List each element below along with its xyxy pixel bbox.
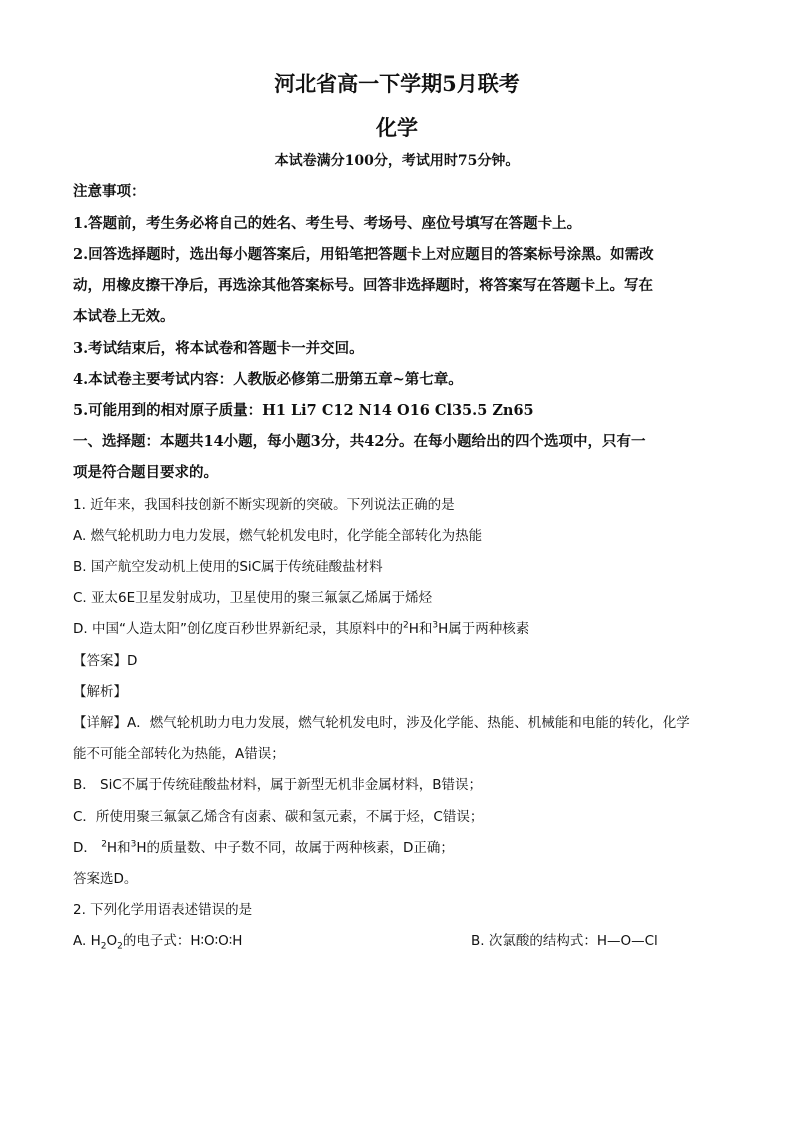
section-heading-line-2: 项是符合题目要求的。 [73, 464, 218, 481]
question-2-option-b: B. 次氯酸的结构式：H—O—Cl [471, 933, 658, 949]
question-1-detail-line-3: B． SiC不属于传统硅酸盐材料，属于新型无机非金属材料，B错误； [73, 777, 483, 793]
mass-number-2: 2 [101, 839, 107, 850]
exam-title: 河北省高一下学期5月联考 [274, 71, 520, 96]
question-2-stem: 2. 下列化学用语表述错误的是 [73, 902, 253, 918]
subscript-2: 2 [117, 941, 123, 952]
question-1-option-c: C. 亚太6E卫星发射成功，卫星使用的聚三氟氯乙烯属于烯烃 [73, 590, 433, 606]
subscript-2: 2 [100, 941, 107, 952]
question-1-detail-line-2: 能不可能全部转化为热能，A错误； [73, 746, 285, 762]
question-1-detail-line-1: 【详解】A．燃气轮机助力电力发展，燃气轮机发电时，涉及化学能、热能、机械能和电能的转化，化学 [73, 715, 690, 731]
question-1-analysis-label: 【解析】 [73, 684, 127, 700]
subject-title: 化学 [376, 115, 418, 140]
question-1-conclusion: 答案选D。 [73, 871, 138, 887]
question-1-stem: 1. 近年来，我国科技创新不断实现新的突破。下列说法正确的是 [73, 497, 455, 513]
note-3: 3.考试结束后，将本试卷和答题卡一并交回。 [73, 340, 364, 357]
option-a-text-2: O [106, 933, 118, 949]
exam-meta: 本试卷满分100分，考试用时75分钟。 [274, 153, 520, 169]
detail-5-text-2: H和 [106, 840, 131, 856]
detail-5-text-3: H的质量数、中子数不同，故属于两种核素，D正确； [136, 840, 454, 856]
mass-number-2: 2 [402, 620, 409, 631]
note-2-line-3: 本试卷上无效。 [73, 308, 175, 325]
question-1-detail-line-5 [73, 838, 723, 858]
note-2-line-1: 2.回答选择题时，选出每小题答案后，用铅笔把答题卡上对应题目的答案标号涂黑。如需改 [73, 246, 654, 263]
mass-number-3: 3 [130, 839, 137, 850]
question-2-option-a [73, 933, 243, 952]
option-d-text-2: H和 [408, 621, 433, 637]
question-1-option-d [73, 619, 723, 639]
notes-heading: 注意事项： [73, 183, 146, 200]
option-a-text-3: 的电子式：H∶O∶O∶H [122, 933, 243, 949]
option-a-text: A. H [73, 933, 101, 949]
option-d-text: D. 中国“人造太阳”创亿度百秒世界新纪录，其原料中的 [73, 621, 403, 637]
detail-5-text: D． [73, 840, 102, 856]
question-2-options [73, 931, 723, 951]
question-1-option-b: B. 国产航空发动机上使用的SiC属于传统硅酸盐材料 [73, 559, 383, 575]
mass-number-3: 3 [432, 620, 439, 631]
question-1-answer: 【答案】D [73, 653, 138, 669]
note-5: 5.可能用到的相对原子质量：H1 Li7 C12 N14 O16 Cl35.5 Zn65 [73, 402, 534, 419]
option-d-text-3: H属于两种核素 [438, 621, 530, 637]
question-1-detail-line-4: C．所使用聚三氟氯乙烯含有卤素、碳和氢元素，不属于烃，C错误； [73, 809, 484, 825]
note-2-line-2: 动，用橡皮擦干净后，再选涂其他答案标号。回答非选择题时，将答案写在答题卡上。写在 [73, 277, 653, 294]
question-1-option-a: A. 燃气轮机助力电力发展，燃气轮机发电时，化学能全部转化为热能 [73, 528, 483, 544]
section-heading-line-1: 一、选择题：本题共14小题，每小题3分，共42分。在每小题给出的四个选项中，只有一 [73, 433, 646, 450]
note-1: 1.答题前，考生务必将自己的姓名、考生号、考场号、座位号填写在答题卡上。 [73, 215, 582, 232]
note-4: 4.本试卷主要考试内容：人教版必修第二册第五章~第七章。 [73, 371, 463, 388]
